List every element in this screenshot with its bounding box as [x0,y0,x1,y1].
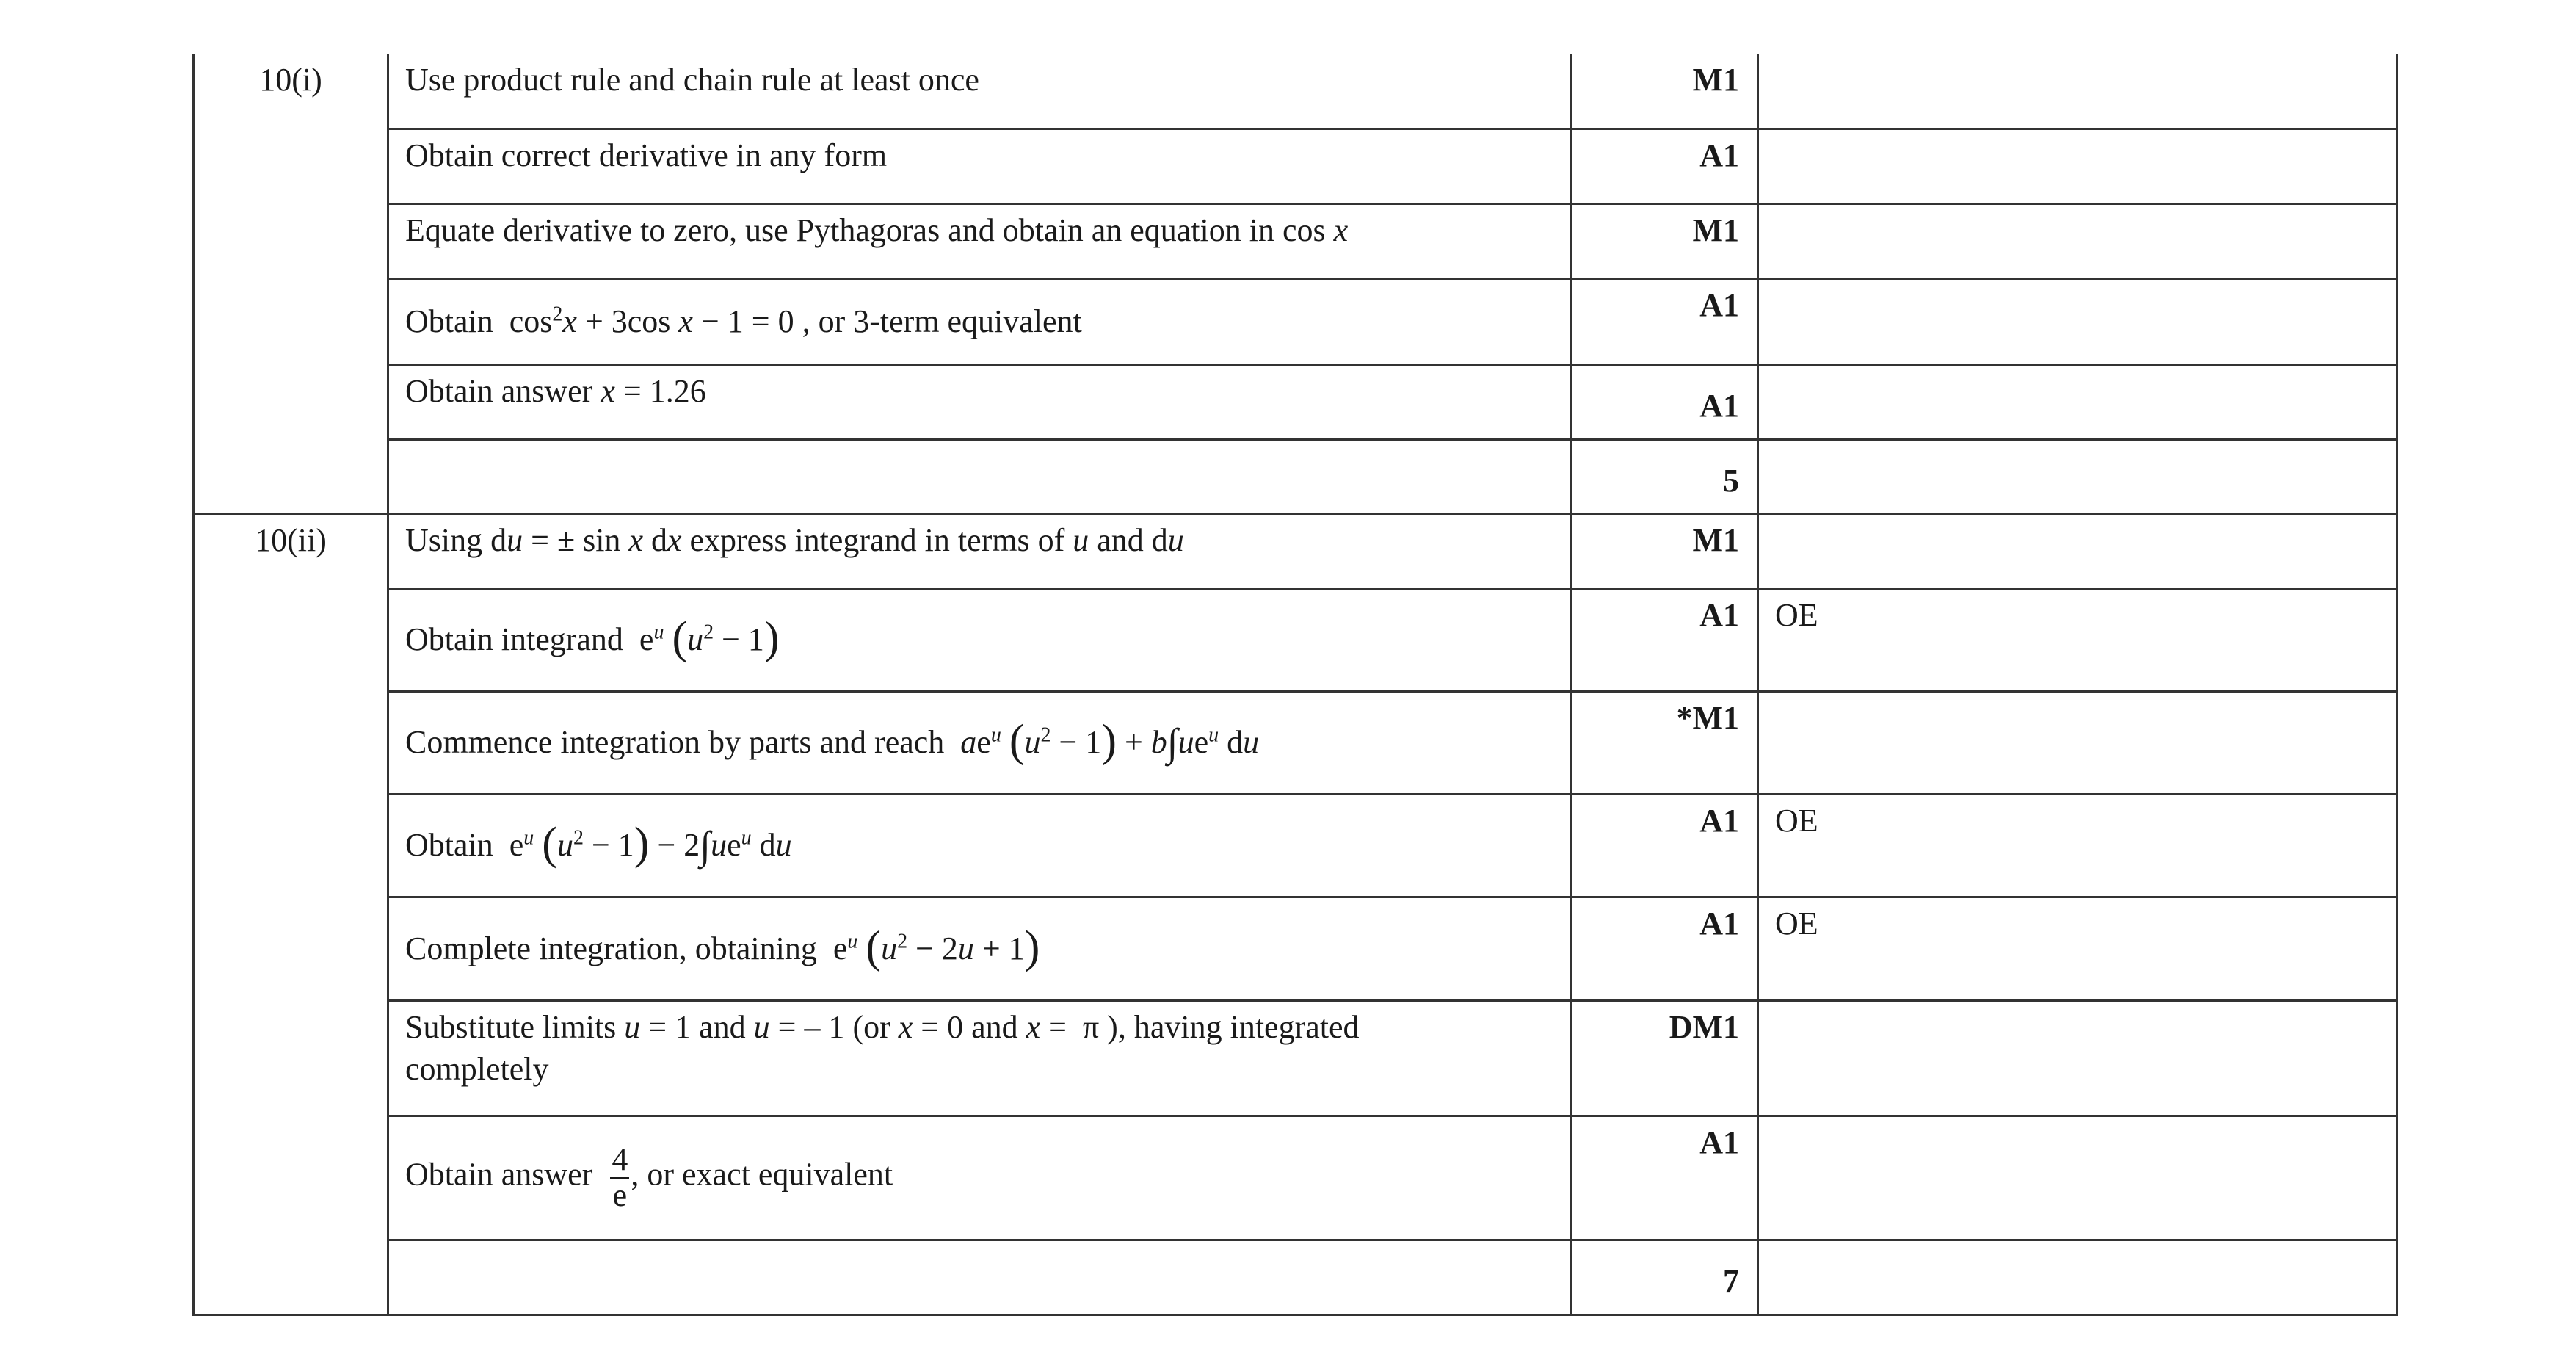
mark-cell: A1 [1571,794,1758,897]
answer-text: Commence integration by parts and reach $ae^u$ $(u^2 - 1) + b\int ue^u$ du [405,716,1260,767]
guidance-cell [1758,513,2398,588]
guidance-cell: OE [1758,588,2398,691]
answer-text: Obtain answer $\frac{4}{e}$ , or exact equivalent [405,1141,893,1213]
answer-cell [388,1116,1571,1240]
question-number: 10(i) [194,54,388,513]
guidance-cell: OE [1758,794,2398,897]
guidance-cell [1758,203,2398,278]
answer-text: Using du = ± sin x dx express integrand in terms of u and du [405,521,1184,558]
answer-cell [388,794,1571,897]
guidance-cell [1758,439,2398,513]
guidance-cell: OE [1758,897,2398,1000]
answer-text: Obtain $e^u$ $(u^2 - 1) - 2\int ue^u$ du [405,819,792,870]
table-row [194,897,2398,1000]
mark-cell: A1 [1571,364,1758,439]
table-row [194,794,2398,897]
table-row [194,54,2398,129]
table-row [194,203,2398,278]
guidance-cell [1758,1240,2398,1315]
table-row [194,691,2398,794]
fraction: $\frac{4}{e}$ [612,1141,628,1213]
mark-cell: A1 [1571,588,1758,691]
total-marks: 7 [1571,1240,1758,1315]
mark-cell: M1 [1571,54,1758,129]
table-row [194,1000,2398,1116]
guidance-cell [1758,54,2398,129]
table-row [194,129,2398,203]
answer-cell [388,1000,1571,1116]
mark-cell: A1 [1571,278,1758,364]
guidance-cell [1758,364,2398,439]
guidance-cell [1758,1116,2398,1240]
answer-cell [388,278,1571,364]
table-row [194,588,2398,691]
answer-cell [388,203,1571,278]
answer-text: Obtain integrand $e^u$ $(u^2 - 1)$ [405,613,780,664]
mark-cell: M1 [1571,203,1758,278]
question-number: 10(ii) [194,513,388,1315]
answer-cell [388,439,1571,513]
mark-cell: A1 [1571,897,1758,1000]
answer-text: Obtain answer x = 1.26 [405,372,706,409]
mark-cell: *M1 [1571,691,1758,794]
mark-cell: DM1 [1571,1000,1758,1116]
total-row [194,1240,2398,1315]
guidance-cell [1758,691,2398,794]
mark-cell: A1 [1571,129,1758,203]
total-marks: 5 [1571,439,1758,513]
answer-text: Obtain correct derivative in any form [405,137,888,173]
table-row [194,278,2398,364]
guidance-cell [1758,129,2398,203]
answer-text: Substitute limits u = 1 and u = – 1 (or x = 0 and x = π ), having integrated completely [405,1008,1360,1087]
table-row [194,364,2398,439]
answer-text: Use product rule and chain rule at least once [405,62,979,98]
table-row [194,1116,2398,1240]
mark-cell: M1 [1571,513,1758,588]
answer-text: Obtain $\cos^2x + 3\cos$ x − 1 = 0 , or 3-term equivalent [405,303,1082,339]
guidance-cell [1758,278,2398,364]
mark-cell: A1 [1571,1116,1758,1240]
answer-cell [388,588,1571,691]
answer-text: Complete integration, obtaining $e^u$ $(u^2 - 2u + 1)$ [405,922,1040,972]
answer-cell [388,691,1571,794]
mark-scheme-table [192,54,2398,1316]
answer-cell [388,513,1571,588]
answer-cell [388,1240,1571,1315]
answer-cell [388,129,1571,203]
answer-cell [388,54,1571,129]
answer-cell [388,897,1571,1000]
table-row [194,513,2398,588]
total-row [194,439,2398,513]
answer-text: Equate derivative to zero, use Pythagoras and obtain an equation in cos x [405,212,1349,248]
answer-cell [388,364,1571,439]
guidance-cell [1758,1000,2398,1116]
